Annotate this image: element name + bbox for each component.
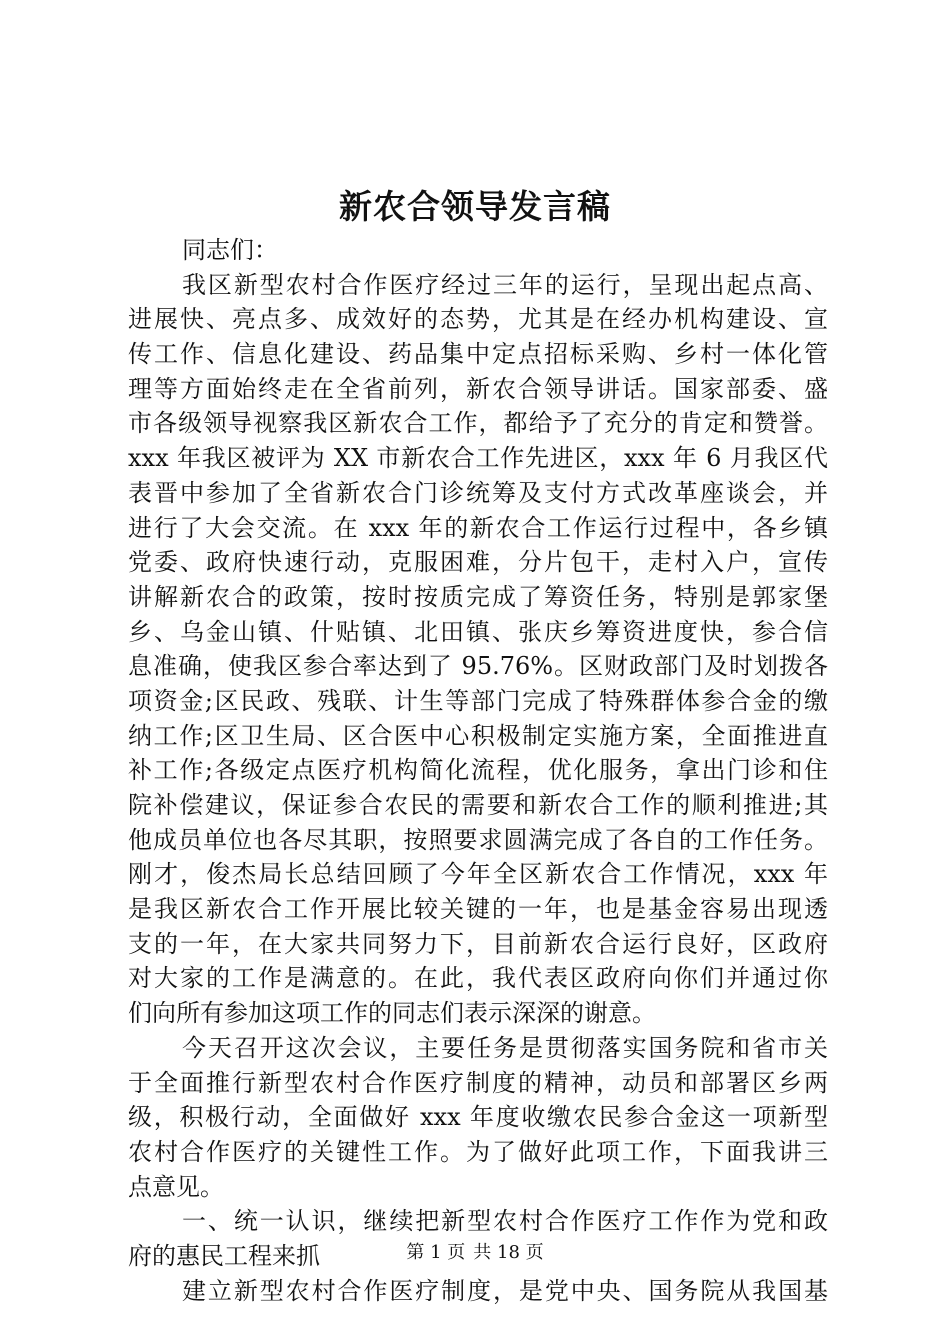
text-line: 纳工作;区卫生局、区合医中心积极制定实施方案，全面推进直 — [128, 721, 828, 750]
text-line: 项资金;区民政、残联、计生等部门完成了特殊群体参合金的缴 — [128, 686, 828, 715]
text-line: 对大家的工作是满意的。在此，我代表区政府向你们并通过你 — [128, 964, 828, 993]
text-line: 补工作;各级定点医疗机构简化流程，优化服务，拿出门诊和住 — [128, 756, 828, 785]
document-title: 新农合领导发言稿 — [339, 187, 611, 226]
text-line: 是我区新农合工作开展比较关键的一年，也是基金容易出现透 — [128, 895, 828, 924]
page-footer — [0, 1240, 950, 1266]
text-line: 于全面推行新型农村合作医疗制度的精神，动员和部署区乡两 — [128, 1068, 828, 1097]
text-line: 支的一年，在大家共同努力下，目前新农合运行良好，区政府 — [128, 929, 828, 958]
text-line: 市各级领导视察我区新农合工作，都给予了充分的肯定和赞誉。 — [128, 409, 828, 438]
page-number: 第 1 页 — [406, 1242, 466, 1263]
text-line: 农村合作医疗的关键性工作。为了做好此项工作，下面我讲三 — [128, 1137, 828, 1166]
text-line: 表晋中参加了全省新农合门诊统筹及支付方式改革座谈会，并 — [128, 478, 828, 507]
text-line: 乡、乌金山镇、什贴镇、北田镇、张庆乡筹资进度快，参合信 — [128, 617, 828, 646]
text-line: 点意见。 — [128, 1172, 224, 1201]
text-line: 息准确，使我区参合率达到了 95.76%。区财政部门及时划拨各 — [128, 652, 828, 681]
page-total: 共 18 页 — [473, 1242, 544, 1263]
text-line: 一、统一认识，继续把新型农村合作医疗工作作为党和政 — [182, 1207, 828, 1236]
text-line: 传工作、信息化建设、药品集中定点招标采购、乡村一体化管 — [128, 340, 828, 369]
text-line: 我区新型农村合作医疗经过三年的运行，呈现出起点高、 — [182, 270, 828, 299]
text-line: 党委、政府快速行动，克服困难，分片包干，走村入户，宣传 — [128, 548, 828, 577]
text-line: 府的惠民工程来抓 — [128, 1241, 320, 1270]
text-line: 级，积极行动，全面做好 xxx 年度收缴农民参合金这一项新型 — [128, 1103, 828, 1132]
text-line: 进行了大会交流。在 xxx 年的新农合工作运行过程中，各乡镇 — [128, 513, 828, 542]
text-line: 理等方面始终走在全省前列，新农合领导讲话。国家部委、盛 — [128, 374, 828, 403]
text-line: 们向所有参加这项工作的同志们表示深深的谢意。 — [128, 999, 656, 1028]
text-line: 今天召开这次会议，主要任务是贯彻落实国务院和省市关 — [182, 1033, 828, 1062]
text-line: 建立新型农村合作医疗制度，是党中央、国务院从我国基 — [182, 1276, 828, 1305]
text-line: 院补偿建议，保证参合农民的需要和新农合工作的顺利推进;其 — [128, 791, 828, 819]
text-line: 进展快、亮点多、成效好的态势，尤其是在经办机构建设、宣 — [128, 305, 828, 334]
text-line: xxx 年我区被评为 XX 市新农合工作先进区，xxx 年 6 月我区代 — [128, 444, 828, 473]
text-line: 他成员单位也各尽其职，按照要求圆满完成了各自的工作任务。 — [128, 825, 828, 854]
document-body — [128, 233, 828, 1308]
text-line: 讲解新农合的政策，按时按质完成了筹资任务，特别是郭家堡 — [128, 582, 828, 611]
text-line: 同志们： — [182, 236, 278, 264]
text-line: 刚才，俊杰局长总结回顾了今年全区新农合工作情况，xxx 年 — [128, 860, 828, 889]
